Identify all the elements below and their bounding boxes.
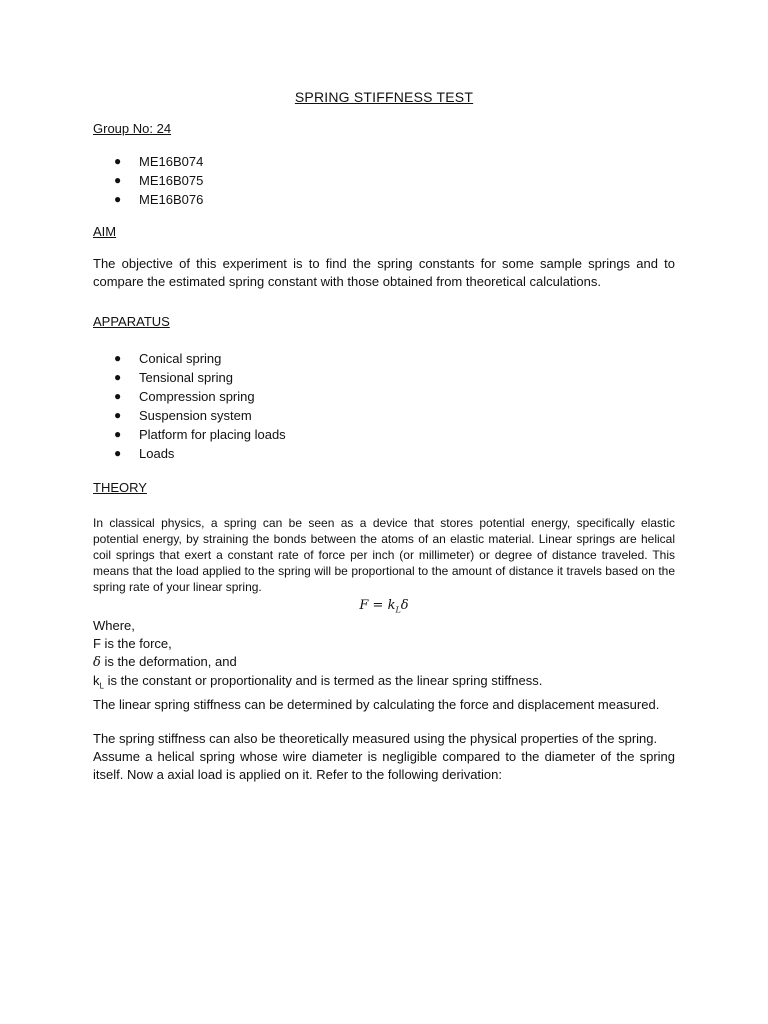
bullet-icon: ● [114, 154, 122, 168]
bullet-icon: ● [114, 389, 122, 403]
list-item: ● Compression spring [114, 389, 255, 404]
spring-formula: $F = k_L\delta$ [359, 598, 409, 615]
apparatus-list [93, 349, 675, 463]
bullet-icon: ● [114, 446, 122, 460]
apparatus-heading: APPARATUS [93, 314, 170, 329]
bullet-icon: ● [114, 370, 122, 384]
theory-heading: THEORY [93, 480, 147, 495]
linear-stiffness-paragraph: The linear spring stiffness can be determined by calculating the force and displacement measured. [93, 696, 660, 712]
bullet-icon: ● [114, 351, 122, 365]
group-number: Group No: 24 [93, 121, 172, 136]
bullet-icon: ● [114, 192, 122, 206]
deformation-definition: δ is the deformation, and [93, 654, 237, 670]
list-item: ● Suspension system [114, 408, 252, 423]
aim-heading: AIM [93, 224, 117, 239]
list-item: ● ME16B074 [114, 154, 204, 169]
assumption-paragraph: Assume a helical spring whose wire diameter is negligible compared to the diameter of the spring itself. Now a axial load is applied on it. Refer to the following derivation: [93, 748, 675, 782]
theoretical-paragraph: The spring stiffness can also be theoretically measured using the physical properties of the spring. [93, 730, 658, 746]
list-item: ● Platform for placing loads [114, 427, 286, 442]
list-item: ● Tensional spring [114, 370, 233, 385]
aim-paragraph: The objective of this experiment is to find the spring constants for some sample springs and to compare the estimated spring constant with those obtained from theoretical calculations. [93, 256, 675, 289]
member-list [93, 152, 675, 209]
bullet-icon: ● [114, 427, 122, 441]
list-item: ● Conical spring [114, 351, 222, 366]
list-item: ● Loads [114, 446, 175, 461]
document-page [93, 88, 675, 784]
spacer [93, 714, 675, 730]
bullet-icon: ● [114, 173, 122, 187]
document-title: SPRING STIFFNESS TEST [294, 89, 474, 105]
stiffness-definition: $k_L$ is the constant or proportionality and is termed as the linear spring stiffness. [93, 673, 543, 691]
theory-paragraph: In classical physics, a spring can be seen as a device that stores potential energy, specifically elastic potential energy, by straining the bonds between the atoms of an elastic material. Linear springs are helical coil springs that exert a constant rate of force per inch (or millimeter) or degree of distance traveled. This means that the load applied to the spring will be proportional to the amount of distance it travels based on the spring rate of your linear spring. [93, 516, 675, 594]
force-definition: F is the force, [93, 636, 172, 651]
list-item: ● ME16B076 [114, 192, 204, 207]
bullet-icon: ● [114, 408, 122, 422]
where-label: Where, [93, 618, 135, 633]
list-item: ● ME16B075 [114, 173, 204, 188]
